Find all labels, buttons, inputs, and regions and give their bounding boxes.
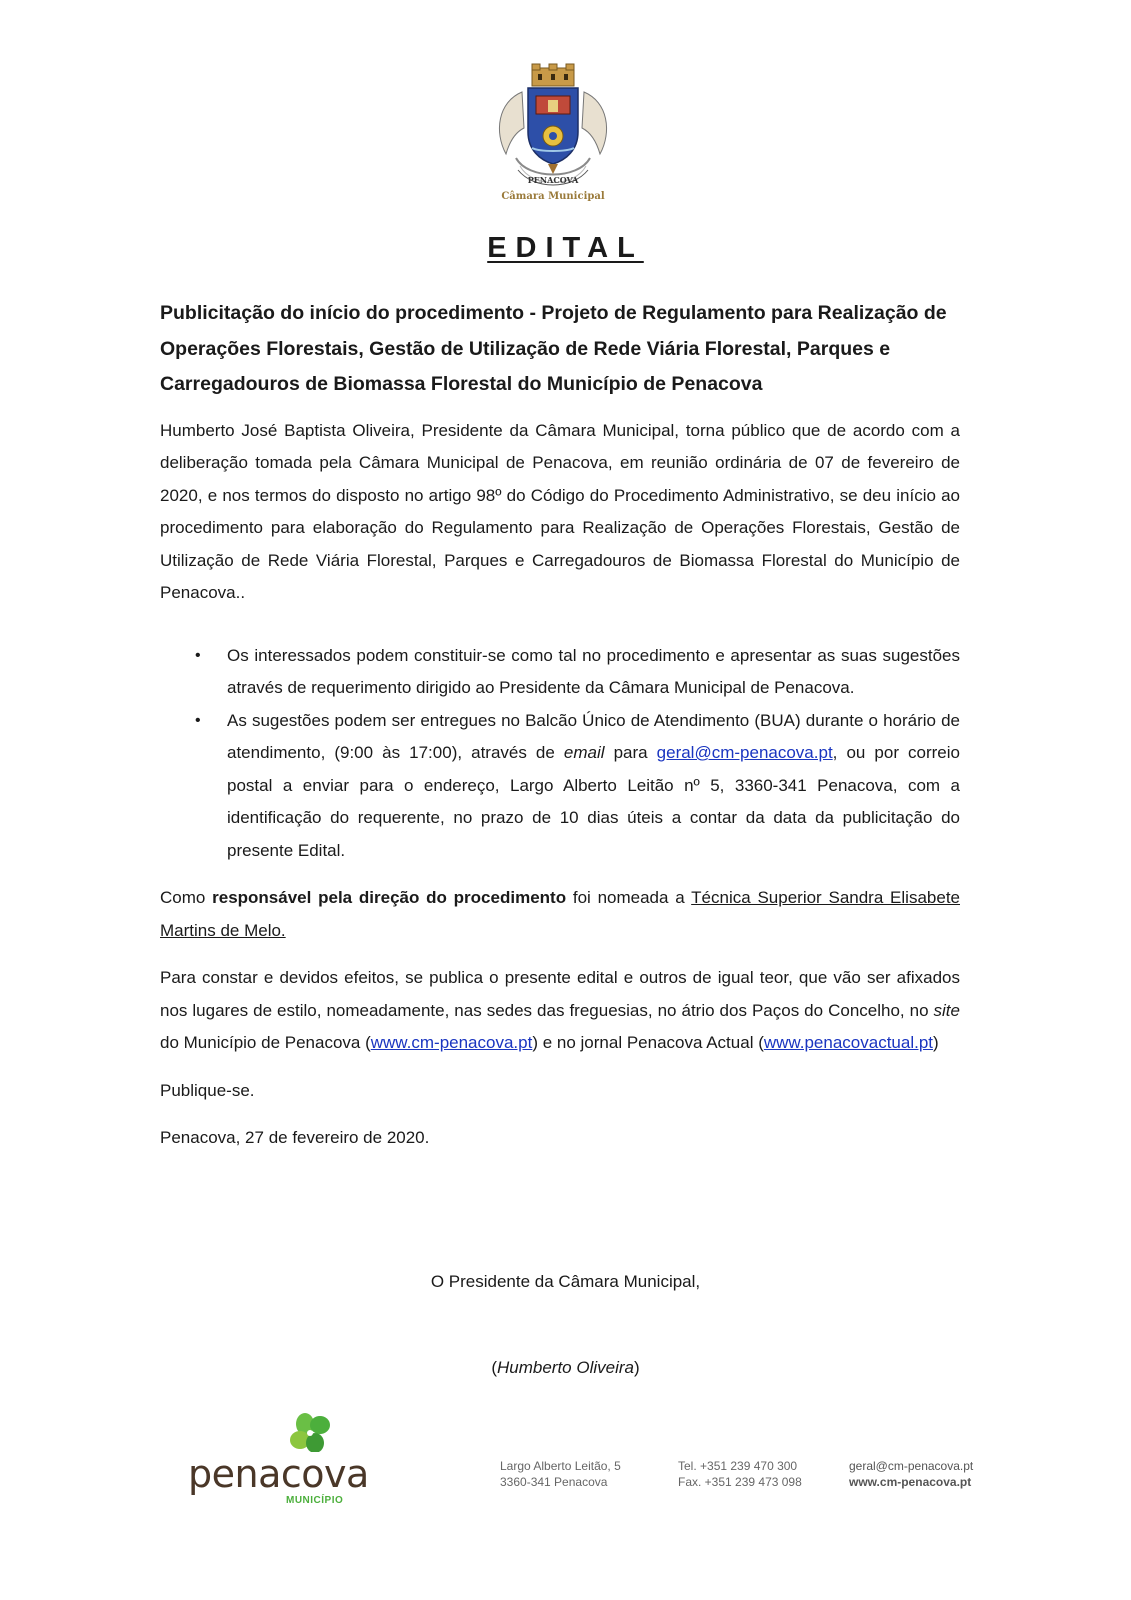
email-word: email bbox=[563, 743, 605, 762]
site-word: site bbox=[933, 1000, 960, 1020]
responsible-text-2: foi nomeada a bbox=[566, 888, 692, 907]
responsible-bold: responsável pela direção do procedimento bbox=[212, 888, 567, 907]
signer-name: Humberto Oliveira bbox=[497, 1358, 634, 1377]
document-body bbox=[160, 296, 960, 1155]
municipal-crest-logo bbox=[488, 62, 618, 210]
responsible-text-1: Como bbox=[160, 888, 213, 907]
footer-phones bbox=[678, 1458, 802, 1490]
bullet-text-1: Os interessados podem constituir-se como tal no procedimento e apresentar as suas sugestões através de requerimento dirigido ao Presidente da Câmara Municipal de Penacova. bbox=[227, 645, 960, 697]
footer-fax: Fax. +351 239 473 098 bbox=[678, 1475, 802, 1489]
journal-link[interactable]: www.penacovactual.pt bbox=[763, 1033, 934, 1052]
document-heading: Publicitação do início do procedimento - Projeto de Regulamento para Realização de Operações Florestais, Gestão de Utilização de Rede Viária Florestal, Parques e Carregadouros de Biomassa Florestal do Município de Penacova bbox=[160, 302, 947, 395]
bullet-text-2a: As sugestões podem ser entregues no Balcão Único de Atendimento (BUA) durante o horário de atendimento, (9:00 às 17:00), através de bbox=[227, 710, 960, 762]
bullet-text-2c: , ou por correio postal a enviar para o endereço, Largo Alberto Leitão nº 5, 3360-341 Penacova, com a identificação do requerente, no prazo de 10 dias úteis a contar da data da publicitação do presente Edital. bbox=[227, 743, 960, 860]
site-link[interactable]: www.cm-penacova.pt bbox=[370, 1033, 533, 1052]
signer-title: O Presidente da Câmara Municipal, bbox=[430, 1272, 701, 1291]
bullet-text-2b: para bbox=[604, 743, 657, 762]
responsible-name: Técnica Superior Sandra Elisabete Martins de Melo. bbox=[160, 888, 960, 940]
publication-text-1: Para constar e devidos efeitos, se publica o presente edital e outros de igual teor, que vão ser afixados nos lugares de estilo, nomeadamente, nas sedes das freguesias, no átrio dos Paços do Concelho, no bbox=[160, 968, 960, 1020]
footer-address bbox=[500, 1458, 621, 1490]
footer-tel: Tel. +351 239 470 300 bbox=[678, 1459, 798, 1473]
bullet-list bbox=[160, 640, 960, 868]
closing-line: Publique-se. bbox=[160, 1080, 255, 1100]
document-title: EDITAL bbox=[487, 232, 644, 264]
footer-brand-sub: MUNICÍPIO bbox=[286, 1495, 344, 1506]
publication-text-4: ) bbox=[933, 1033, 939, 1052]
footer-address-line2: 3360-341 Penacova bbox=[500, 1475, 608, 1489]
footer-brand: penacova bbox=[188, 1452, 369, 1496]
list-item bbox=[227, 705, 960, 868]
email-link[interactable]: geral@cm-penacova.pt bbox=[656, 743, 833, 762]
paren-open: ( bbox=[491, 1358, 497, 1377]
footer-email[interactable]: geral@cm-penacova.pt bbox=[849, 1459, 974, 1473]
intro-paragraph: Humberto José Baptista Oliveira, Presidente da Câmara Municipal, torna público que de acordo com a deliberação tomada pela Câmara Municipal de Penacova, em reunião ordinária de 07 de fevereiro de 2020, e nos termos do disposto no artigo 98º do Código do Procedimento Administrativo, se deu início ao procedimento para elaboração do Regulamento para Realização de Operações Florestais, Gestão de Utilização de Rede Viária Florestal, Parques e Carregadouros de Biomassa Florestal do Município de Penacova.. bbox=[160, 420, 960, 602]
publication-text-3: ) e no jornal Penacova Actual ( bbox=[532, 1033, 764, 1052]
footer-contacts bbox=[849, 1458, 973, 1490]
paren-close: ) bbox=[634, 1358, 640, 1377]
signer-name-line bbox=[0, 1358, 1131, 1378]
publication-paragraph bbox=[160, 962, 960, 1060]
list-item bbox=[227, 640, 960, 705]
responsible-paragraph bbox=[160, 882, 960, 947]
footer-address-line1: Largo Alberto Leitão, 5 bbox=[500, 1459, 621, 1473]
publication-text-2: do Município de Penacova ( bbox=[160, 1033, 371, 1052]
place-date: Penacova, 27 de fevereiro de 2020. bbox=[160, 1128, 430, 1147]
footer-web[interactable]: www.cm-penacova.pt bbox=[849, 1475, 972, 1489]
crest-caption: Câmara Municipal bbox=[501, 191, 605, 202]
crest-banner-text: PENACOVA bbox=[527, 175, 579, 185]
